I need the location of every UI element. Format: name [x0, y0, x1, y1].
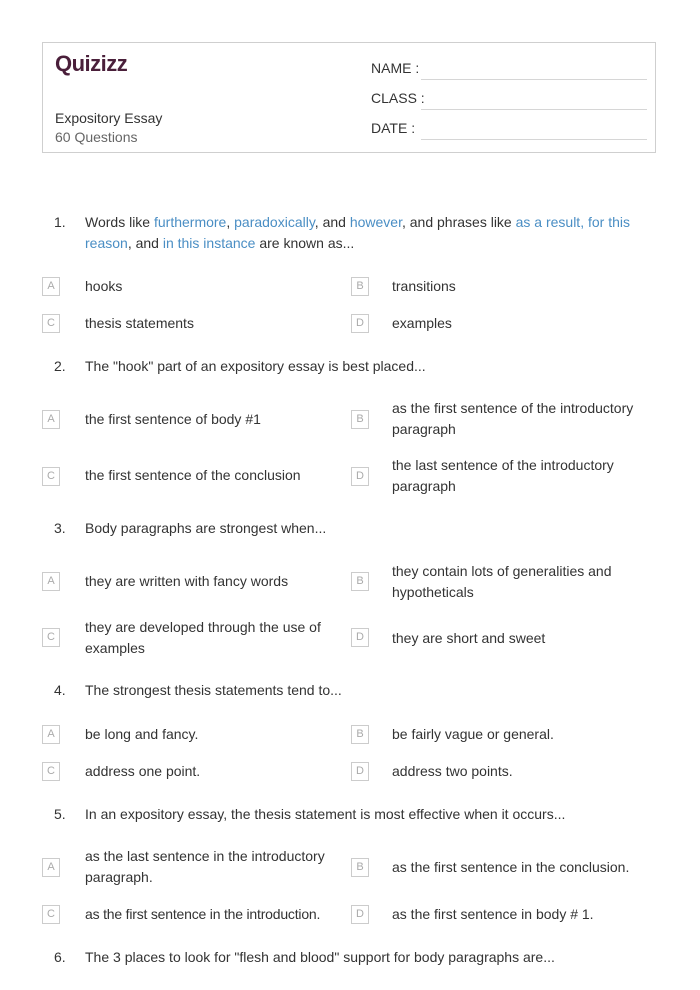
question-text: Words like furthermore, paradoxically, and however, and phrases like as a result, for this reason, and in this instance are known as...: [85, 214, 630, 251]
highlight-term: paradoxically: [234, 214, 315, 230]
option-letter-b: B: [351, 410, 369, 429]
highlight-term: furthermore: [153, 214, 227, 230]
option-a: hooks: [85, 278, 123, 294]
question-text: The "hook" part of an expository essay is best placed...: [85, 358, 426, 374]
name-line: [421, 79, 647, 80]
question-number: 4.: [54, 682, 66, 698]
question-text: The 3 places to look for "flesh and blood" support for body paragraphs are...: [85, 949, 555, 965]
option-c: as the first sentence in the introduction.: [85, 906, 321, 922]
question-number: 3.: [54, 520, 66, 536]
option-letter-b: B: [351, 277, 369, 296]
option-letter-b: B: [351, 725, 369, 744]
option-d: address two points.: [392, 763, 513, 779]
option-d: they are short and sweet: [392, 630, 546, 646]
option-a: be long and fancy.: [85, 726, 199, 742]
question-text: The strongest thesis statements tend to...: [85, 682, 342, 698]
question-number: 5.: [54, 806, 66, 822]
name-label: NAME :: [371, 60, 420, 76]
question-number: 2.: [54, 358, 66, 374]
worksheet-title: Expository Essay: [55, 110, 163, 126]
option-c: thesis statements: [85, 315, 194, 331]
option-letter-c: C: [42, 314, 60, 333]
date-label: DATE :: [371, 120, 416, 136]
option-letter-a: A: [42, 572, 60, 591]
question-number: 1.: [54, 214, 66, 230]
class-label: CLASS :: [371, 90, 425, 106]
option-a: as the last sentence in the introductory paragraph.: [85, 848, 325, 885]
option-b: as the first sentence in the conclusion.: [392, 859, 630, 875]
highlight-term: in this instance: [162, 235, 256, 251]
option-letter-c: C: [42, 905, 60, 924]
option-letter-b: B: [351, 572, 369, 591]
quizizz-logo: Quizizz: [55, 51, 128, 76]
option-d: the last sentence of the introductory paragraph: [392, 457, 614, 494]
option-letter-c: C: [42, 762, 60, 781]
option-letter-c: C: [42, 628, 60, 647]
option-d: examples: [392, 315, 452, 331]
option-letter-d: D: [351, 467, 369, 486]
highlight-term: however: [349, 214, 402, 230]
option-a: the first sentence of body #1: [85, 411, 261, 427]
option-letter-a: A: [42, 858, 60, 877]
option-b: transitions: [392, 278, 456, 294]
option-c: address one point.: [85, 763, 201, 779]
option-b: be fairly vague or general.: [392, 726, 554, 742]
option-c: the first sentence of the conclusion: [85, 467, 301, 483]
option-letter-a: A: [42, 725, 60, 744]
class-line: [421, 109, 647, 110]
option-c: they are developed through the use of examples: [85, 619, 321, 656]
option-letter-a: A: [42, 410, 60, 429]
option-b: as the first sentence of the introductory paragraph: [392, 400, 634, 437]
option-d: as the first sentence in body # 1.: [392, 906, 594, 922]
option-letter-c: C: [42, 467, 60, 486]
option-letter-d: D: [351, 762, 369, 781]
option-letter-d: D: [351, 628, 369, 647]
worksheet-header: [42, 42, 656, 153]
option-letter-d: D: [351, 314, 369, 333]
option-letter-a: A: [42, 277, 60, 296]
option-letter-d: D: [351, 905, 369, 924]
question-count: 60 Questions: [55, 129, 138, 145]
option-b: they contain lots of generalities and hypotheticals: [392, 563, 612, 600]
question-text: Body paragraphs are strongest when...: [85, 520, 327, 536]
date-line: [421, 139, 647, 140]
highlight-term: as a result, for this reason: [85, 214, 630, 251]
option-a: they are written with fancy words: [85, 573, 289, 589]
question-text: In an expository essay, the thesis statement is most effective when it occurs...: [85, 806, 566, 822]
option-letter-b: B: [351, 858, 369, 877]
question-number: 6.: [54, 949, 66, 965]
